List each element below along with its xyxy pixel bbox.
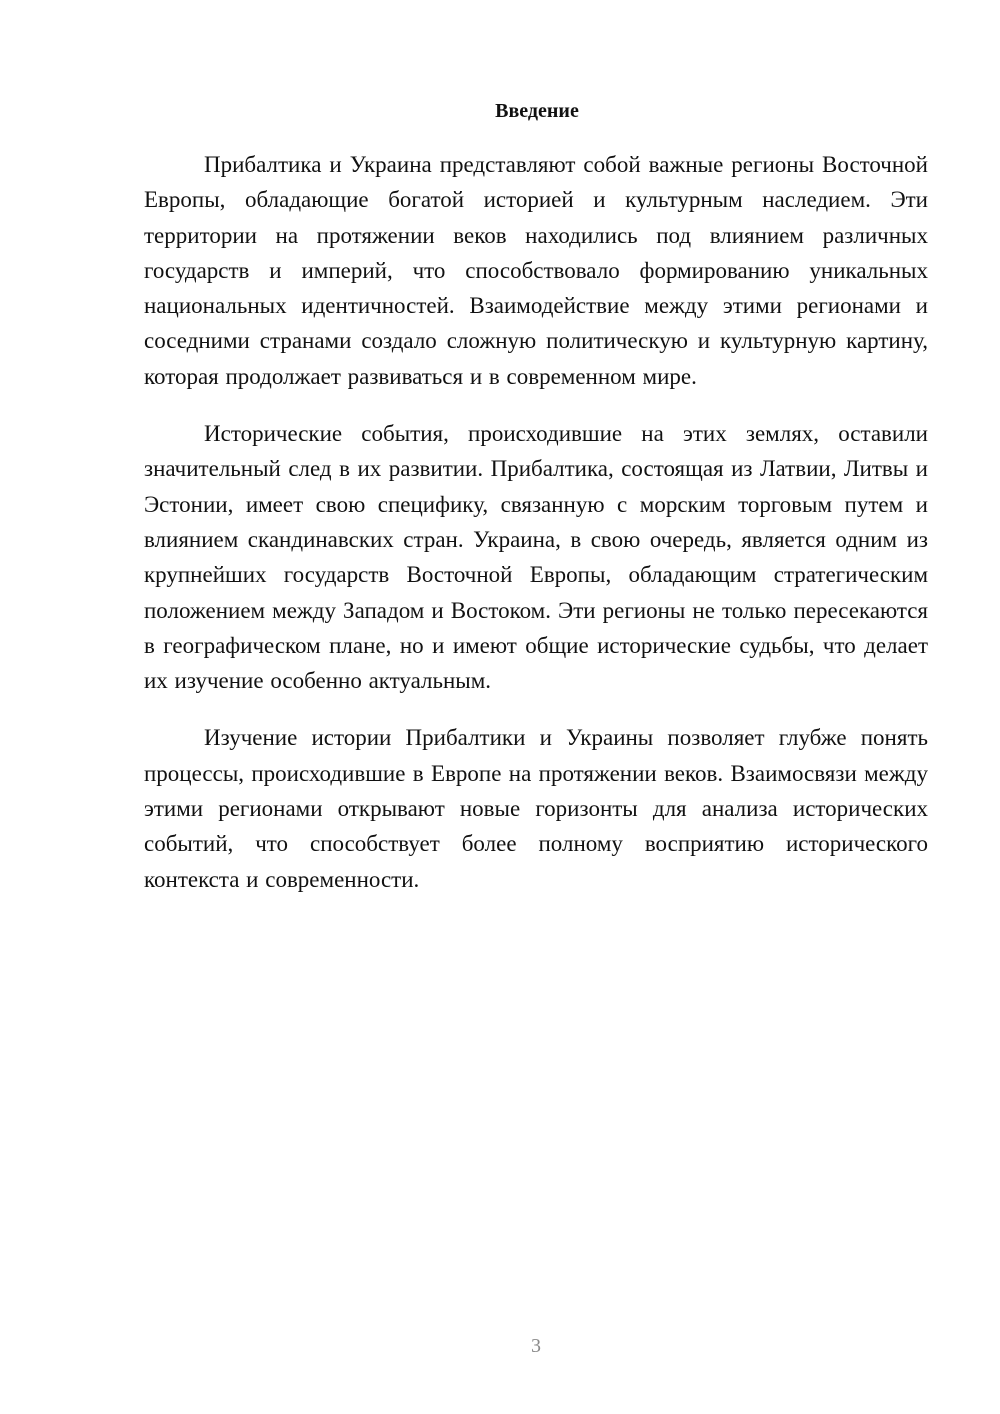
section-heading: Введение — [495, 100, 579, 122]
paragraph-1: Прибалтика и Украина представляют собой важные регионы Восточной Европы, обладающие богатой историей и культурным наследием. Эти территории на протяжении веков находились под влиянием различных государств и империй, что способствовало формированию уникальных национальных идентичностей. Взаимодействие между этими регионами и соседними странами создало сложную политическую и культурную картину, которая продолжает развиваться и в современном мире. — [144, 152, 928, 389]
paragraph-3: Изучение истории Прибалтики и Украины позволяет глубже понять процессы, происходившие в Европе на протяжении веков. Взаимосвязи между этими регионами открывают новые горизонты для анализа исторических событий, что способствует более полному восприятию исторического контекста и современности. — [144, 725, 928, 892]
page-content — [144, 97, 928, 919]
paragraph-2: Исторические события, происходившие на этих землях, оставили значительный след в их развитии. Прибалтика, состоящая из Латвии, Литвы и Эстонии, имеет свою специфику, связанную с морским торговым путем и влиянием скандинавских стран. Украина, в свою очередь, является одним из крупнейших государств Восточной Европы, обладающим стратегическим положением между Западом и Востоком. Эти регионы не только пересекаются в географическом плане, но и имеют общие исторические судьбы, что делает их изучение особенно актуальным. — [144, 421, 928, 694]
page-number: 3 — [531, 1335, 541, 1357]
